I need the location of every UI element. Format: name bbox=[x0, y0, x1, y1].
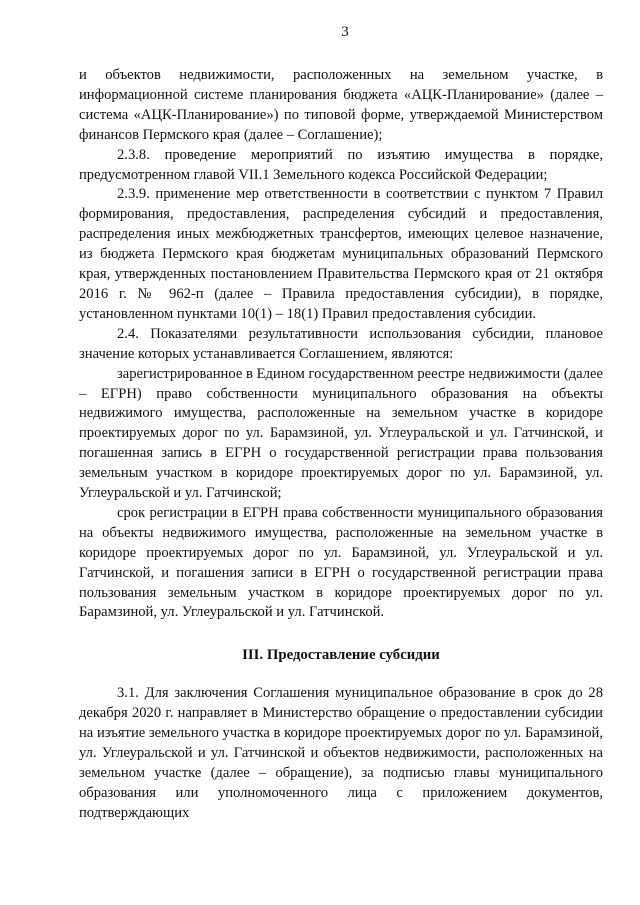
paragraph-2-3-9: 2.3.9. применение мер ответственности в соответствии с пунктом 7 Правил формирования, предоставления, распределения субсидий и предоставления, распределения иных межбюджетных трансфертов, имеющих целевое назначение, из бюджета Пермского края бюджетам муниципальных образований Пермского края, утвержденных постановлением Правительства Пермского края от 21 октября 2016 г. № 962-п (далее – Правила предоставления субсидии), в порядке, установленном пунктами 10(1) – 18(1) Правил предоставления субсидии. bbox=[79, 186, 603, 322]
document-page bbox=[79, 22, 603, 824]
paragraph-3-1: 3.1. Для заключения Соглашения муниципальное образование в срок до 28 декабря 2020 г. направляет в Министерство обращение о предоставлении субсидии на изъятие земельного участка в коридоре проектируемых дорог по ул. Барамзиной, ул. Углеуральской и ул. Гатчинской и объектов недвижимости, расположенных на земельном участке (далее – обращение), за подписью главы муниципального образования или уполномоченного лица с приложением документов, подтверждающих bbox=[79, 685, 603, 821]
section-heading: III. Предоставление субсидии bbox=[242, 647, 440, 664]
paragraph-2-4: 2.4. Показателями результативности использования субсидии, плановое значение которых устанавливается Соглашением, являются: bbox=[79, 325, 603, 362]
page-number: 3 bbox=[341, 24, 349, 40]
paragraph-indicator-registered-right: зарегистрированное в Едином государственном реестре недвижимости (далее – ЕГРН) право собственности муниципального образования на объекты недвижимого имущества, расположенные на земельном участке в коридоре проектируемых дорог по ул. Барамзиной, ул. Углеуральской и ул. Гатчинской, и погашенная запись в ЕГРН о государственной регистрации права пользования земельным участком в коридоре проектируемых дорог по ул. Барамзиной, ул. Углеуральской и ул. Гатчинской; bbox=[79, 365, 603, 502]
paragraph-indicator-registration-term: срок регистрации в ЕГРН права собственности муниципального образования на объекты недвижимого имущества, расположенные на земельном участке в коридоре проектируемых дорог по ул. Барамзиной, ул. Углеуральской и ул. Гатчинской, и погашения записи в ЕГРН о государственной регистрации права пользования земельным участком в коридоре проектируемых дорог по ул. Барамзиной, ул. Углеуральской и ул. Гатчинской. bbox=[79, 504, 603, 621]
paragraph-continuation: и объектов недвижимости, расположенных на земельном участке, в информационной системе планирования бюджета «АЦК-Планирование» (далее – система «АЦК-Планирование») по типовой форме, утверждаемой Министерством финансов Пермского края (далее – Соглашение); bbox=[79, 67, 603, 143]
paragraph-2-3-8: 2.3.8. проведение мероприятий по изъятию имущества в порядке, предусмотренном главой VII.1 Земельного кодекса Российской Федерации; bbox=[79, 146, 603, 183]
